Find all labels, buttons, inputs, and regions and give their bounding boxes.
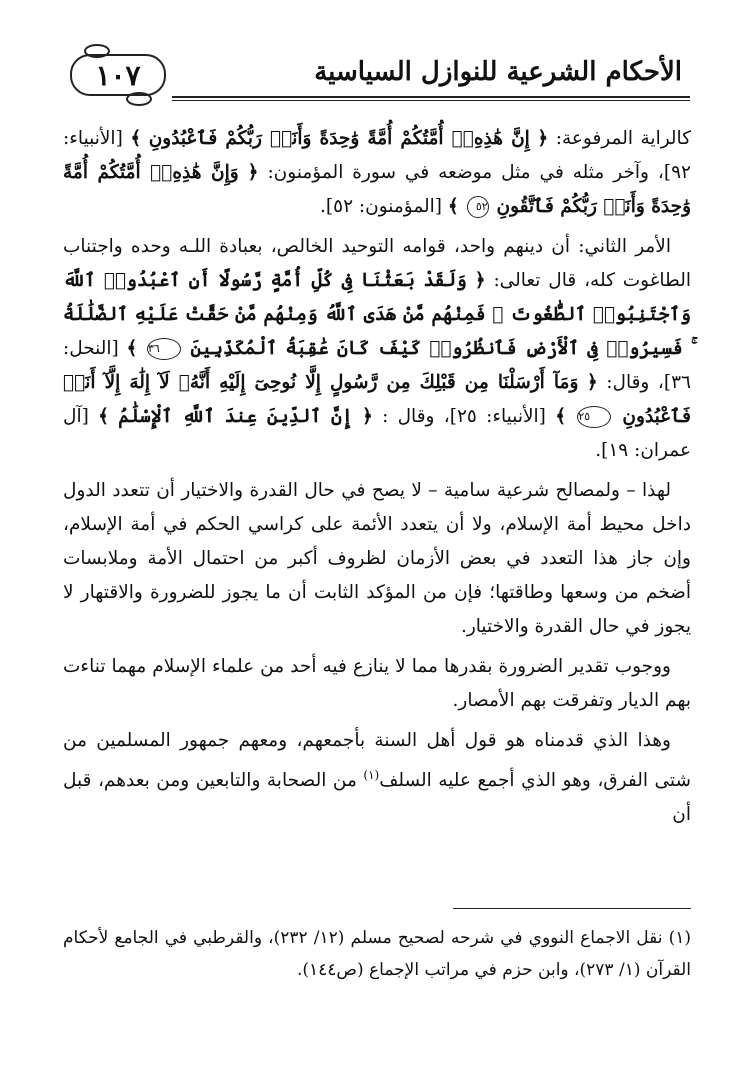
quran-verse: إِنَّ هَٰذِهِۦٓ أُمَّتُكُمْ أُمَّةً وَٰحِدَةً وَأَنَا۠ رَبُّكُمْ فَٱعْبُدُونِ	[148, 128, 530, 149]
footnote-divider	[453, 908, 691, 909]
quran-bracket-close: ﴾	[130, 128, 142, 149]
ayah-number: ٢٥	[577, 406, 611, 428]
quran-verse: وَمَآ أَرْسَلْنَا مِن قَبْلِكَ مِن رَّسُولٍ إِلَّا نُوحِىٓ إِلَيْهِ أَنَّهُۥ لَآ إِلَٰهَ إِلَّآ أَنَا۠ فَٱعْبُدُونِ	[63, 372, 691, 427]
ayah-number: ٣٦	[147, 338, 181, 360]
paragraph-1: كالراية المرفوعة: ﴿ إِنَّ هَٰذِهِۦٓ أُمَّتُكُمْ أُمَّةً وَٰحِدَةً وَأَنَا۠ رَبُّكُمْ فَٱعْبُدُونِ ﴾ [الأنبياء: ٩٢]، وآخر مثله في مثل موضعه في سورة المؤمنون: ﴿ وَإِنَّ هَٰذِهِۦٓ أُمَّتُكُمْ أُمَّةً وَٰحِدَةً وَأَنَا۠ رَبُّكُمْ فَٱتَّقُونِ ٥٢ ﴾ [المؤمنون: ٥٢].	[63, 128, 692, 217]
quran-verse: إِنَّ ٱلدِّينَ عِندَ ٱللَّهِ ٱلْإِسْلَٰمُ	[118, 406, 353, 427]
verse-reference: [آل عمران: ١٩].	[63, 406, 691, 461]
paragraph-2: الأمر الثاني: أن دينهم واحد، قوامه التوحيد الخالص، بعبادة اللـه وحده واجتناب الطاغوت كله، قال تعالى: ﴿ وَلَقَدْ بَعَثْنَا فِى كُلِّ أُمَّةٍ رَّسُولًا أَنِ ٱعْبُدُوا۟ ٱللَّهَ وَٱجْتَنِبُوا۟ ٱلطَّٰغُوتَ ۖ فَمِنْهُم مَّنْ هَدَى ٱللَّهُ وَمِنْهُم مَّنْ حَقَّتْ عَلَيْهِ ٱلضَّلَٰلَةُ ۚ فَسِيرُوا۟ فِى ٱلْأَرْضِ فَٱنظُرُوا۟ كَيْفَ كَانَ عَٰقِبَةُ ٱلْمُكَذِّبِينَ ٣٦ ﴾ [النحل: ٣٦]، وقال: ﴿ وَمَآ أَرْسَلْنَا مِن قَبْلِكَ مِن رَّسُولٍ إِلَّا نُوحِىٓ إِلَيْهِ أَنَّهُۥ لَآ إِلَٰهَ إِلَّآ أَنَا۠ فَٱعْبُدُونِ ٢٥ ﴾ [الأنبياء: ٢٥]، وقال : ﴿ إِنَّ ٱلدِّينَ عِندَ ٱللَّهِ ٱلْإِسْلَٰمُ ﴾ [آل عمران: ١٩].	[63, 236, 692, 461]
header-rule	[172, 96, 690, 98]
verse-reference: [النحل: ٣٦]، وقال:	[63, 338, 691, 393]
header-rule-thin	[172, 100, 690, 101]
paragraph-5: وهذا الذي قدمناه هو قول أهل السنة بأجمعهم، ومعهم جمهور المسلمين من شتى الفرق، وهو الذي أجمع عليه السلف$^{(١)}$ من الصحابة والتابعين ومن بعدهم، قبل أن	[63, 730, 691, 826]
book-title: الأحكام الشرعية للنوازل السياسية	[314, 57, 682, 87]
page-number: ١٠٧	[70, 54, 166, 96]
quran-verse: وَإِنَّ هَٰذِهِۦٓ أُمَّتُكُمْ أُمَّةً وَٰحِدَةً وَأَنَا۠ رَبُّكُمْ فَٱتَّقُونِ	[63, 162, 691, 217]
verse-reference: [الأنبياء: ٢٥]، وقال :	[382, 406, 546, 427]
footnote-ref[interactable]: (١)	[363, 768, 380, 782]
ayah-number: ٥٢	[467, 196, 489, 218]
paragraph-3: لهذا – ولمصالح شرعية سامية – لا يصح في حال القدرة والاختيار أن تتعدد الدول داخل محيط أمة الإسلام، ولا أن يتعدد الأئمة على كراسي الحكم في أمة الإسلام، وإن جاز هذا التعدد في بعض الأزمان لظروف أكبر من احتمال الأمة وملابسات أضخم من وسعها وطاقتها؛ فإن من المؤكد الثابت أن ما يجوز للضرورة والاقتهار لا يجوز في حال القدرة والاختيار.	[63, 480, 691, 637]
quran-bracket-open: ﴿	[537, 128, 549, 149]
verse-reference: [المؤمنون: ٥٢].	[320, 196, 443, 217]
page-body	[63, 122, 691, 838]
paragraph-4: ووجوب تقدير الضرورة بقدرها مما لا ينازع فيه أحد من علماء الإسلام مهما تناءت بهم الديار وتفرقت بهم الأمصار.	[63, 656, 691, 711]
page-header	[62, 44, 690, 104]
verse-reference: [الأنبياء: ٩٢]،	[63, 128, 691, 183]
quran-verse: وَلَقَدْ بَعَثْنَا فِى كُلِّ أُمَّةٍ رَّسُولًا أَنِ ٱعْبُدُوا۟ ٱللَّهَ وَٱجْتَنِبُوا۟ ٱلطَّٰغُوتَ ۖ فَمِنْهُم مَّنْ هَدَى ٱللَّهُ وَمِنْهُم مَّنْ حَقَّتْ عَلَيْهِ ٱلضَّلَٰلَةُ ۚ فَسِيرُوا۟ فِى ٱلْأَرْضِ فَٱنظُرُوا۟ كَيْفَ كَانَ عَٰقِبَةُ ٱلْمُكَذِّبِينَ	[63, 270, 692, 359]
footnote: (١) نقل الاجماع النووي في شرحه لصحيح مسلم (١٢/ ٢٣٢)، والقرطبي في الجامع لأحكام القرآن (١/ ٢٧٣)، وابن حزم في مراتب الإجماع (ص١٤٤).	[63, 928, 691, 980]
